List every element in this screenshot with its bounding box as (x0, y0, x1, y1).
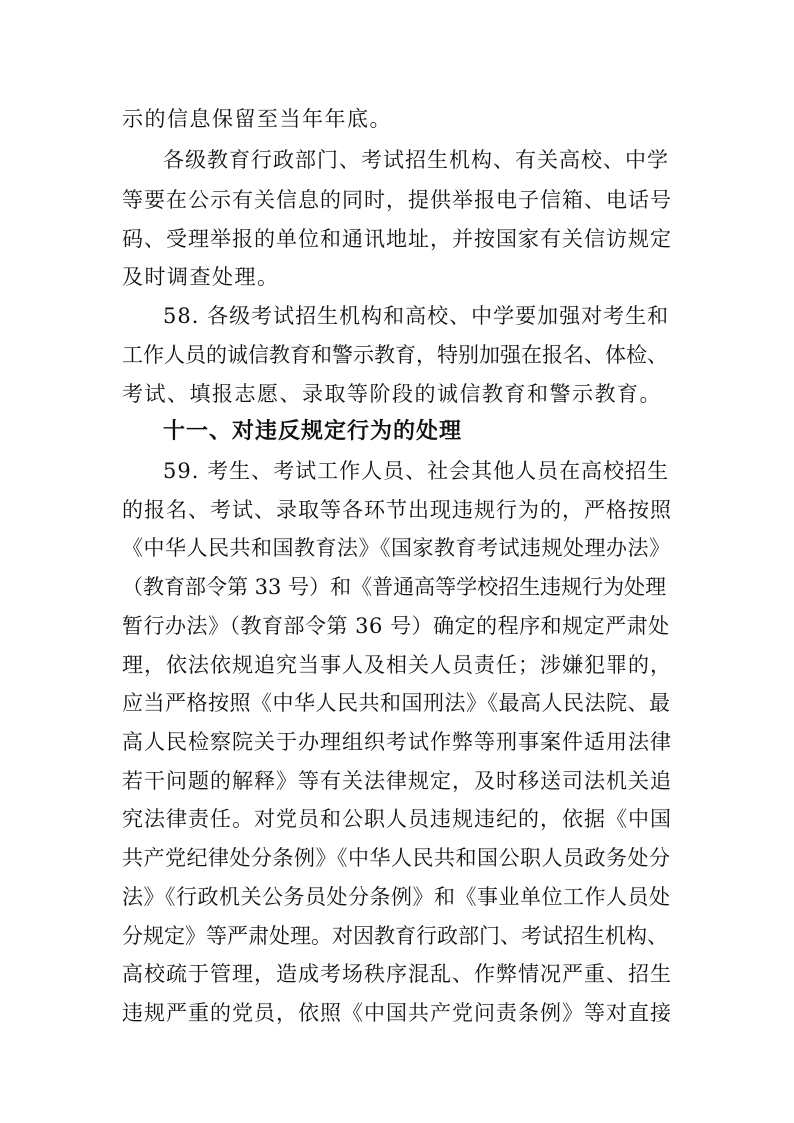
text-line (0, 490, 794, 530)
text-line (0, 219, 794, 259)
text-line (0, 374, 794, 414)
text-line (0, 528, 794, 568)
line-text: 的报名、考试、录取等各环节出现违规行为的，严格按照 (122, 498, 672, 522)
text-line (0, 683, 794, 723)
line-text: 58. 各级考试招生机构和高校、中学要加强对考生和 (163, 304, 670, 328)
line-text: 等要在公示有关信息的同时，提供举报电子信箱、电话号 (122, 188, 672, 212)
text-line (0, 954, 794, 994)
line-text: 高校疏于管理，造成考场秩序混乱、作弊情况严重、招生 (122, 962, 672, 986)
text-line (0, 180, 794, 220)
line-text: 分规定》等严肃处理。对因教育行政部门、考试招生机构、 (122, 924, 668, 948)
text-line (0, 993, 794, 1033)
text-line (0, 335, 794, 375)
text-line (0, 838, 794, 878)
line-text: 高人民检察院关于办理组织考试作弊等刑事案件适用法律 (122, 730, 672, 754)
line-text: 法》《行政机关公务员处分条例》和《事业单位工作人员处 (122, 885, 671, 909)
text-line (0, 140, 794, 180)
line-text: 究法律责任。对党员和公职人员违规违纪的，依据《中国 (122, 807, 672, 831)
text-line (0, 99, 794, 139)
line-text: 码、受理举报的单位和通讯地址，并按国家有关信访规定 (122, 227, 672, 251)
text-line (0, 257, 794, 297)
text-line (0, 916, 794, 956)
section-heading (0, 412, 794, 452)
line-text: 《中华人民共和国教育法》《国家教育考试违规处理办法》 (122, 536, 671, 560)
text-line (0, 606, 794, 646)
line-text: 违规严重的党员，依照《中国共产党问责条例》等对直接 (122, 1001, 672, 1025)
line-text: 示的信息保留至当年年底。 (122, 107, 392, 131)
text-line (0, 761, 794, 801)
heading-text: 十一、对违反规定行为的处理 (163, 419, 463, 444)
text-line (0, 877, 794, 917)
line-text: 及时调查处理。 (122, 265, 280, 289)
line-text: 理，依法依规追究当事人及相关人员责任；涉嫌犯罪的， (122, 653, 672, 677)
text-line (0, 451, 794, 491)
text-line (0, 799, 794, 839)
text-line (0, 722, 794, 762)
line-text: 59. 考生、考试工作人员、社会其他人员在高校招生 (163, 459, 670, 483)
line-text: 各级教育行政部门、考试招生机构、有关高校、中学 (163, 148, 669, 172)
text-line (0, 567, 794, 607)
line-text: 应当严格按照《中华人民共和国刑法》《最高人民法院、最 (122, 691, 671, 715)
line-text: 工作人员的诚信教育和警示教育，特别加强在报名、体检、 (122, 343, 668, 367)
line-text: 暂行办法》（教育部令第 36 号）确定的程序和规定严肃处 (122, 614, 670, 638)
line-text: 若干问题的解释》等有关法律规定，及时移送司法机关追 (122, 769, 672, 793)
line-text: 考试、填报志愿、录取等阶段的诚信教育和警示教育。 (122, 382, 662, 406)
line-text: （教育部令第 33 号）和《普通高等学校招生违规行为处理 (122, 575, 667, 599)
text-line (0, 296, 794, 336)
line-text: 共产党纪律处分条例》《中华人民共和国公职人员政务处分 (122, 846, 671, 870)
text-line (0, 645, 794, 685)
